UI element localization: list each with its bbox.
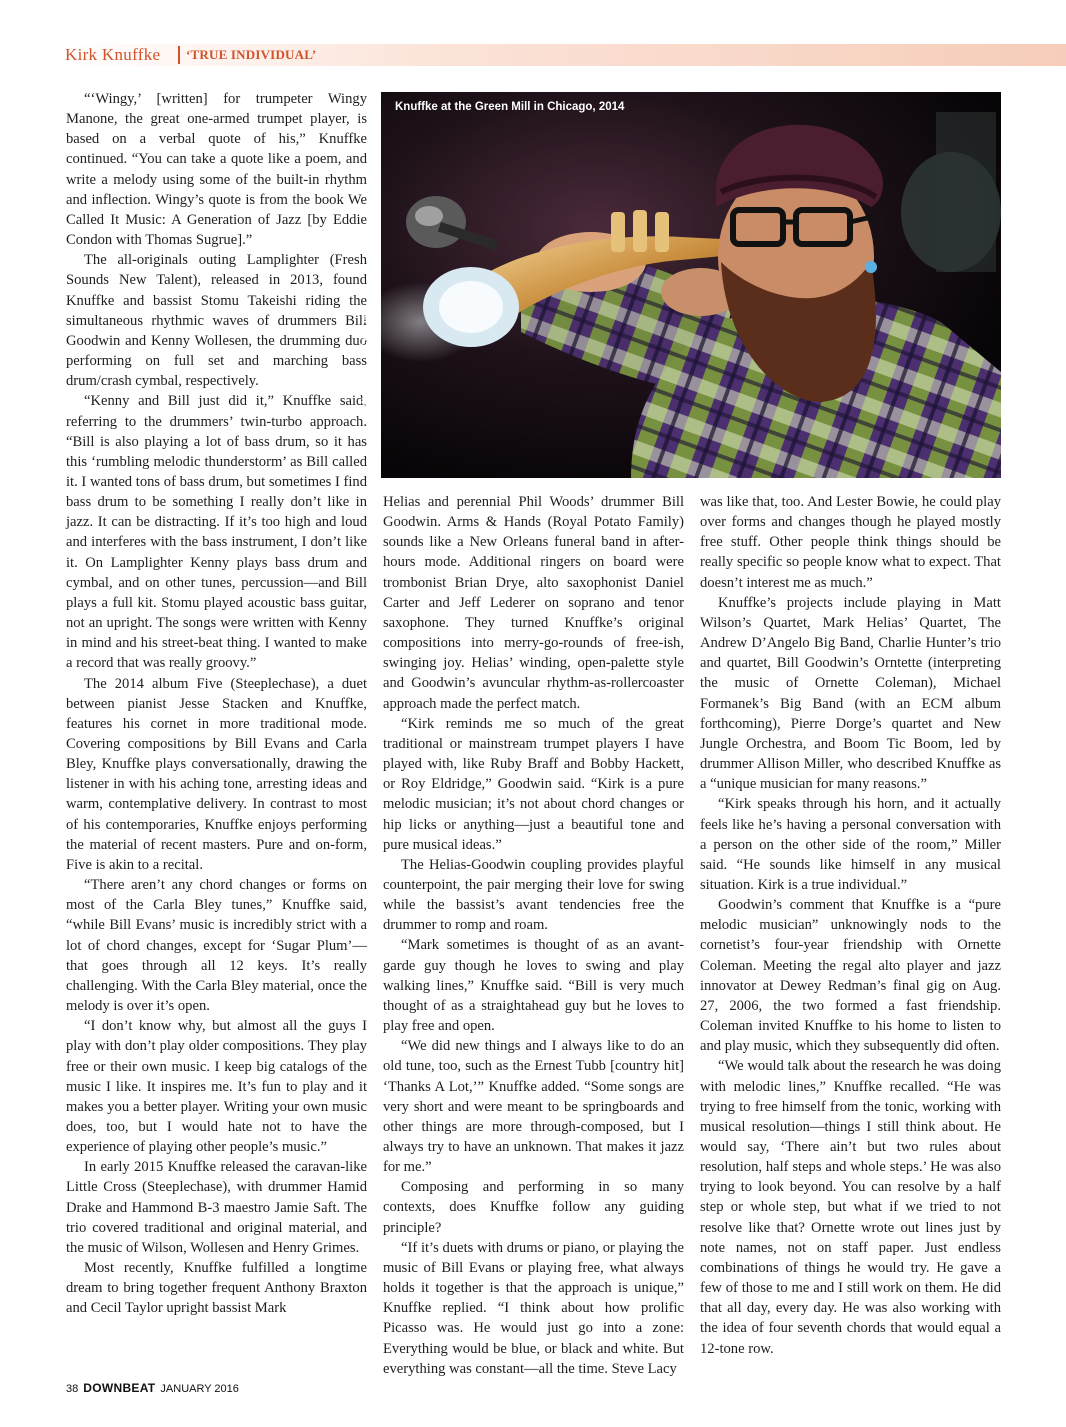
paragraph: “If it’s duets with drums or piano, or playing the music of Bill Evans or playing free, what always holds it together is that the approach is unique,” Knuffke replied. “I think about how prolific Picasso was. He would just go into a zone: Everything would be blue, or black and white. But everything was constant—all the time. Steve Lacy [383, 1239, 684, 1377]
paragraph: Helias and perennial Phil Woods’ drummer Bill Goodwin. Arms & Hands (Royal Potato Family) sounds like a New Orleans funeral band in after-hours mode. Additional ringers on board were trombonist Brian Drye, alto saxophonist Daniel Carter and Jeff Lederer on soprano and tenor saxophone. They turned Knuffke’s original compositions into merry-go-rounds of free-ish, swinging joy. Helias’ winding, open-palette style and Goodwin’s avuncular rhythm-as-rollercoaster approach made the perfect match. [383, 494, 684, 712]
article-photo [381, 92, 1001, 478]
issue-date: JANUARY 2016 [160, 1383, 239, 1395]
header-divider [178, 46, 180, 64]
paragraph: was like that, too. And Lester Bowie, he could play over forms and changes though he played mostly free stuff. Other people think things should be really specific so people know what to expect. That doesn’t interest me as much.” [700, 494, 1001, 591]
page-footer [66, 1381, 239, 1396]
article-column-1 [66, 89, 367, 1364]
paragraph: “Mark sometimes is thought of as an avant-garde guy though he loves to swing and play walking lines,” Knuffke said. “Bill is very much thought of as a straightahead guy but he loves to play free and open. [383, 937, 684, 1035]
photo-credit: MICHAEL JACKSON [360, 313, 370, 408]
paragraph: “I don’t know why, but almost all the guys I play with don’t play older compositions. They play free or their own music. I keep big catalogs of the music I like. It inspires me. It’s fun to play and it makes you a better player. Writing your own music does, too, but I would hate not to have the experience of playing other people’s music.” [66, 1018, 367, 1156]
paragraph: “‘Wingy,’ [written] for trumpeter Wingy Manone, the great one-armed trumpet player, is based on a verbal quote of his,” Knuffke continued. “You can take a quote like a poem, and write a melody using some of the built-in rhythm and inflection. Wingy’s quote is from the book We Called It Music: A Generation of Jazz [by Eddie Condon with Thomas Sugrue].” [66, 91, 367, 249]
paragraph: The Helias-Goodwin coupling provides playful counterpoint, the pair merging their love for swing while the bassist’s avant tendencies free the drummer to romp and roam. [383, 856, 684, 934]
paragraph: The all-originals outing Lamplighter (Fresh Sounds New Talent), released in 2013, found Knuffke and bassist Stomu Takeishi riding the simultaneous rhythmic waves of drummers Bill Goodwin and Kenny Wollesen, the drumming duo performing on full set and marching bass drum/crash cymbal, respectively. [66, 252, 367, 390]
paragraph: “We did new things and I always like to do an old tune, too, such as the Ernest Tubb [country hit] ‘Thanks A Lot,’” Knuffke added. “Some songs are very short and were meant to be springboards and other things are more through-composed, but I always try to have an unknown. That makes it jazz for me.” [383, 1038, 684, 1176]
paragraph: In early 2015 Knuffke released the caravan-like Little Cross (Steeplechase), with drummer Hamid Drake and Hammond B-3 maestro Jamie Saft. The trio covered traditional and original material, and the music of Wilson, Wollesen and Henry Grimes. [66, 1159, 367, 1256]
paragraph: “Kenny and Bill just did it,” Knuffke said, referring to the drummers’ twin-turbo approach. “Bill is also playing a lot of bass drum, so it has this ‘rumbling melodic thunderstorm’ as Bill called it. I wanted tons of bass drum, but sometimes I find bass drum to be something I really don’t like in jazz. It can be distracting. If it’s too high and loud and interferes with the bass instrument, I don’t like it. On Lamplighter Kenny plays bass drum and cymbal, and on other tunes, percussion—and Bill plays a full kit. Stomu played acoustic bass guitar, not an upright. The songs were written with Kenny in mind and his street-beat thing. I wanted to make a record that was really groovy.” [66, 393, 367, 672]
paragraph: Goodwin’s comment that Knuffke is a “pure melodic musician” unknowingly nods to the cornetist’s four-year friendship with Ornette Coleman. Meeting the regal alto player and jazz innovator at Dewey Redman’s final gig on Aug. 27, 2006, the two formed a fast friendship. Coleman invited Knuffke to his home to listen to and play music, which they subsequently did often. [700, 897, 1001, 1055]
magazine-name: DOWNBEAT [83, 1381, 156, 1395]
paragraph: Composing and performing in so many contexts, does Knuffke follow any guiding principle? [383, 1179, 684, 1236]
page-number: 38 [66, 1383, 79, 1395]
article-column-3 [700, 492, 1001, 1364]
musician-photo-illustration [381, 92, 1001, 478]
paragraph: “There aren’t any chord changes or forms on most of the Carla Bley tunes,” Knuffke said, “while Bill Evans’ music is incredibly strict with a lot of chord changes, except for ‘Sugar Plum’—that goes through all 12 keys. It’s really challenging. With the Carla Bley material, once the melody is over it’s open. [66, 877, 367, 1015]
paragraph: Most recently, Knuffke fulfilled a longtime dream to bring together frequent Anthony Braxton and Cecil Taylor upright bassist Mark [66, 1260, 367, 1317]
paragraph: “Kirk speaks through his horn, and it actually feels like he’s having a personal conversation with a person on the other side of the room,” Miller said. “He sounds like himself in any musical situation. Kirk is a true individual.” [700, 796, 1001, 893]
paragraph: “Kirk reminds me so much of the great traditional or mainstream trumpet players I have played with, like Ruby Braff and Bobby Hackett, or Roy Eldridge,” Goodwin said. “Kirk is a pure melodic musician; it’s not about chord changes or hip licks or anything—just a beautiful tone and pure musical ideas.” [383, 715, 684, 853]
header-section-label: ‘TRUE INDIVIDUAL’ [186, 47, 317, 62]
paragraph: Knuffke’s projects include playing in Matt Wilson’s Quartet, Mark Helias’ Quartet, The Andrew D’Angelo Big Band, Charlie Hunter’s trio and quartet, Bill Goodwin’s Orntette (interpreting the music of Ornette Coleman), Michael Formanek’s Big Band (with an ECM album forthcoming), Pierre Dorge’s quartet and New Jungle Orchestra, and Boom Tic Boom, led by drummer Allison Miller, who described Knuffke as a “unique musician for many reasons.” [700, 594, 1001, 793]
paragraph: The 2014 album Five (Steeplechase), a duet between pianist Jesse Stacken and Knuffke, features his cornet in more traditional mode. Covering compositions by Bill Evans and Carla Bley, Knuffke plays conversationally, drawing the listener in with his aching tone, arresting ideas and warm, contemplative delivery. In contrast to most of his contemporaries, Knuffke enjoys performing the material of recent masters. Pure and on-form, Five is akin to a recital. [66, 675, 367, 873]
article-column-2 [383, 492, 684, 1377]
paragraph: “We would talk about the research he was doing with melodic lines,” Knuffke recalled. “He was trying to free himself from the tonic, working with musical resolution—things I still think about. He would say, ‘There ain’t but two rules about resolution, half steps and whole steps.’ He was also trying to look beyond. You can resolve by a half step or whole step, but what if we tried to not resolve like that? Ornette wrote out lines just by note names, not on staff paper. Just endless combinations of things he would try. He gave a few of those to me and I still work on them. He did that all day, every day. He was also working with the idea of four seventh chords that would equal a 12-tone row. [700, 1058, 1001, 1357]
header-title: Kirk Knuffke [65, 45, 161, 64]
photo-caption: Knuffke at the Green Mill in Chicago, 2014 [395, 101, 625, 113]
